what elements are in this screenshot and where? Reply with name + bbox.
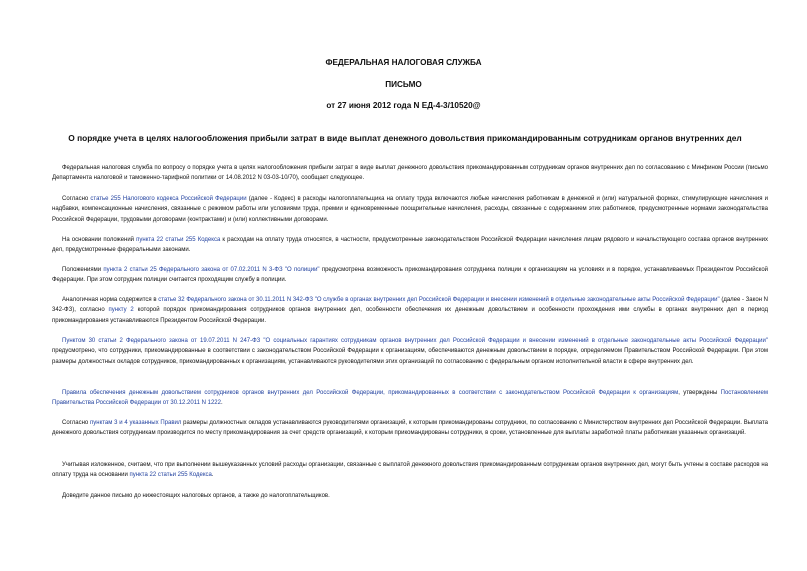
paragraph-text: , утверждены — [678, 390, 721, 396]
paragraph-1: Федеральная налоговая служба по вопросу о порядке учета в целях налогообложения прибыли затрат в виде выплат денежного довольствия прикомандированным сотрудникам органов внутренних дел по согласованию с Минфином России (письмо Департамента налоговой и таможенно-тарифной политики от 14.08.2012 N 03-03-10/70), сообщает следующее. — [52, 165, 768, 182]
paragraph-text: . — [220, 400, 223, 407]
link-article-255-item-22-conclusion[interactable]: пункта 22 статьи 255 Кодекса — [129, 472, 212, 479]
paragraph-text: Положениями — [62, 267, 104, 273]
link-tax-code-article-255[interactable]: статье 255 Налогового кодекса Российской Федерации — [90, 196, 247, 202]
paragraph-7 — [52, 388, 768, 409]
paragraph-text: которой порядок прикомандирования сотрудников органов внутренних дел, особенности обеспечения их денежным довольствием и особенности прохождения ими службы в органах внутренних дел в период прикомандирования устанавливаются Президентом Российской Федерации. — [52, 307, 768, 324]
paragraph-text: (далее - Кодекс) в расходы налогоплательщика на оплату труда включаются любые начисления работникам в денежной и (или) натуральной формах, стимулирующие начисления и надбавки, компенсационные начисления, связанные с режимом работы или условиями труда, премии и единовременные поощрительные начисления, расходы, связанные с содержанием этих работников, предусмотренные нормами законодательства Российской Федерации, трудовыми договорами (контрактами) и (или) коллективными договорами. — [52, 196, 769, 223]
paragraph-text: предусмотрено, что сотрудники, прикомандированные в соответствии с законодательством Российской Федерации к организациям, обеспечиваются денежным довольствием в порядке, определяемом Правительством Российской Федерации. При этом размеры должностных окладов сотрудников, прикомандированных к организациям, устанавливаются руководителями этих организаций по согласованию с федеральным органом исполнительной власти в сфере внутренних дел. — [52, 348, 768, 365]
document-date-number: от 27 июня 2012 года N ЕД-4-3/10520@ — [326, 101, 481, 110]
paragraph-10: Доведите данное письмо до нижестоящих налоговых органов, а также до налогоплательщиков. — [62, 493, 330, 499]
paragraph-text: предусмотрена возможность прикомандирования сотрудника полиции к организациям на условиях и в порядке, устанавливаемых Президентом Российской Федерации. При этом сотрудник полиции считается проходящим службу в полиции. — [52, 267, 769, 284]
paragraph-2 — [52, 194, 768, 225]
link-law-342-fz-article-32[interactable]: статье 32 Федерального закона от 30.11.2011 N 342-ФЗ "О службе в органах внутренних дел Российской Федерации и внесении изменений в отдельные законодательные акты Российской Федерации" — [158, 297, 720, 303]
paragraph-text: размеры должностных окладов устанавливаются руководителями организаций, к которым прикомандированы сотрудники, по согласованию с Министерством внутренних дел Российской Федерации. Выплата денежного довольствия сотрудникам производится по месту прикомандирования за счет средств организаций, к которым прикомандированы сотрудники, в сроки, установленные для выплаты заработной платы работникам указанных организаций. — [52, 420, 768, 437]
document-type: ПИСЬМО — [385, 80, 422, 89]
document-title: О порядке учета в целях налогообложения прибыли затрат в виде выплат денежного довольствия прикомандированным сотрудникам органов внутренних дел — [68, 133, 742, 143]
agency-name: ФЕДЕРАЛЬНАЯ НАЛОГОВАЯ СЛУЖБА — [325, 58, 482, 67]
link-rules-items-3-4[interactable]: пунктам 3 и 4 указанных Правил — [90, 420, 182, 426]
paragraph-5 — [52, 295, 768, 326]
paragraph-text: к расходам на оплату труда относятся, в частности, предусмотренные законодательством Российской Федерации начисления лицам рядового и начальствующего состава органов внутренних дел, предусмотренные федеральными законами. — [52, 237, 768, 254]
paragraph-8 — [52, 418, 768, 439]
link-item-2[interactable]: пункту 2 — [108, 307, 134, 314]
link-law-247-fz-article-2[interactable]: Пунктом 30 статьи 2 Федерального закона от 19.07.2011 N 247-ФЗ "О социальных гарантиях сотрудникам органов внутренних дел Российской Федерации и внесении изменений в отдельные законодательные акты Российской Федерации" — [62, 338, 768, 344]
paragraph-6 — [52, 336, 768, 367]
paragraph-text: Согласно — [62, 420, 90, 426]
paragraph-4 — [52, 265, 768, 286]
paragraph-9 — [52, 460, 768, 481]
paragraph-3 — [52, 235, 768, 256]
paragraph-text: На основании положений — [62, 237, 137, 243]
link-allowance-rules[interactable]: Правила обеспечения денежным довольствием сотрудников органов внутренних дел Российской Федерации, прикомандированных в соответствии с законодательством Российской Федерации к организациям — [62, 390, 679, 396]
paragraph-text: (далее - Закон N 342-ФЗ), согласно — [52, 297, 768, 314]
link-police-law[interactable]: пункта 2 статьи 25 Федерального закона от 07.02.2011 N 3-ФЗ "О полиции" — [103, 267, 320, 273]
paragraph-text: Согласно — [62, 196, 91, 202]
link-government-resolution-1222[interactable]: Постановлением Правительства Российской Федерации от 30.12.2011 N 1222 — [52, 390, 768, 407]
paragraph-text: . — [211, 472, 214, 479]
paragraph-text: Аналогичная норма содержится в — [62, 297, 159, 303]
link-article-255-item-22[interactable]: пункта 22 статьи 255 Кодекса — [136, 237, 221, 243]
paragraph-text: Учитывая изложенное, считаем, что при выполнении вышеуказанных условий расходы организации, связанные с выплатой денежного довольствия прикомандированным сотрудникам органов внутренних дел, могут быть учтены в составе расходов на оплату труда на основании — [52, 462, 768, 479]
